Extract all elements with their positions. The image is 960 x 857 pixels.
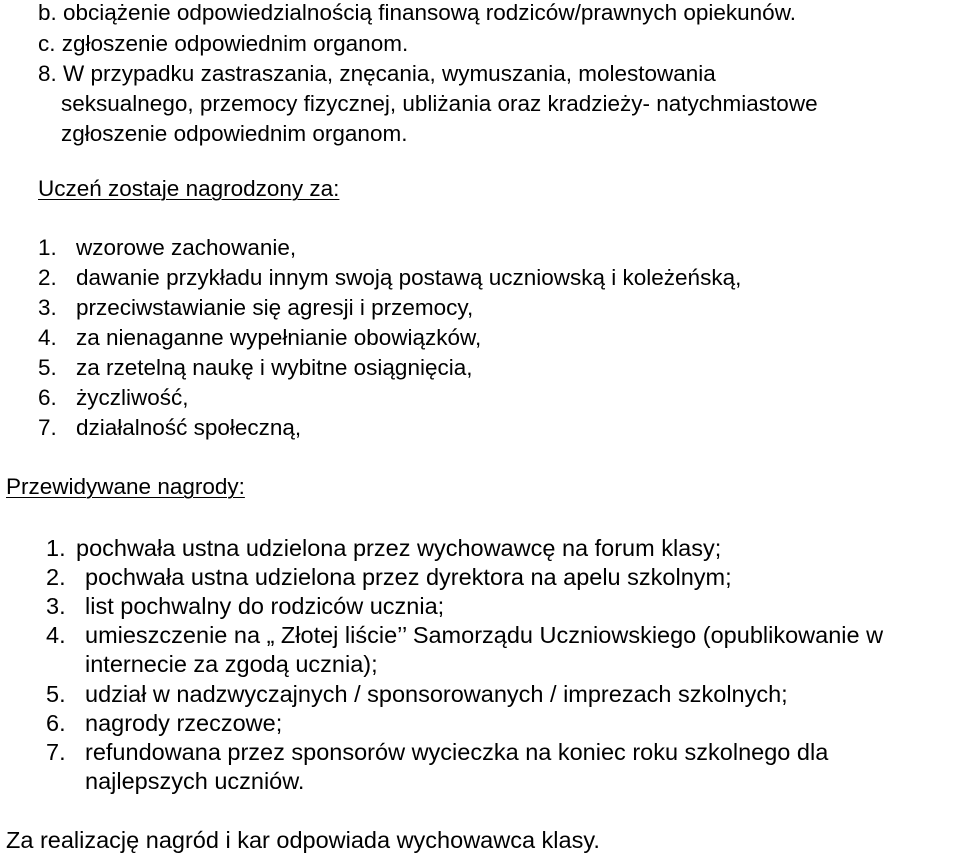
list-item-number: 7. (46, 739, 66, 765)
list-item (46, 595, 444, 619)
list-item-number: 7. (38, 415, 57, 440)
list-item-text: działalność społeczną, (76, 415, 302, 440)
list-item-text: za rzetelną naukę i wybitne osiągnięcia, (76, 355, 473, 380)
top-line-4: seksualnego, przemocy fizycznej, ubliżania oraz kradzieży- natychmiastowe (61, 91, 818, 116)
rewards-heading: Uczeń zostaje nagrodzony za: (38, 176, 340, 201)
list-item-number: 5. (38, 355, 57, 380)
footer-note: Za realizację nagród i kar odpowiada wychowawca klasy. (6, 827, 600, 853)
list-item-text: życzliwość, (76, 385, 189, 410)
list-item-text: za nienaganne wypełnianie obowiązków, (76, 325, 482, 350)
list-item-continuation: najlepszych uczniów. (85, 768, 305, 794)
prizes-heading: Przewidywane nagrody: (6, 474, 245, 499)
top-line-3: 8. W przypadku zastraszania, znęcania, wymuszania, molestowania (38, 61, 716, 86)
list-item-number: 4. (46, 622, 66, 648)
top-line-2: c. zgłoszenie odpowiednim organom. (38, 31, 409, 56)
list-item (38, 327, 481, 350)
list-item (46, 624, 883, 648)
list-item (38, 267, 741, 290)
list-item-text: refundowana przez sponsorów wycieczka na koniec roku szkolnego dla (85, 739, 829, 765)
list-item-text: pochwała ustna udzielona przez wychowawcę na forum klasy; (76, 535, 722, 561)
list-item-number: 1. (38, 235, 57, 260)
list-item (46, 741, 828, 765)
list-item-text: przeciwstawianie się agresji i przemocy, (76, 295, 474, 320)
list-item-number: 5. (46, 681, 66, 707)
list-item (46, 537, 721, 561)
list-item (38, 387, 189, 410)
list-item-number: 4. (38, 325, 57, 350)
list-item-text: umieszczenie na „ Złotej liście’’ Samorządu Uczniowskiego (opublikowanie w (85, 622, 884, 648)
list-item-number: 3. (38, 295, 57, 320)
list-item-text: dawanie przykładu innym swoją postawą uczniowską i koleżeńską, (76, 265, 742, 290)
list-item-number: 1. (46, 535, 66, 561)
list-item-number: 2. (46, 564, 66, 590)
list-item (38, 357, 473, 380)
list-item-text: pochwała ustna udzielona przez dyrektora na apelu szkolnym; (85, 564, 732, 590)
list-item (46, 683, 788, 707)
top-line-5: zgłoszenie odpowiednim organom. (61, 121, 408, 146)
list-item-text: nagrody rzeczowe; (85, 710, 283, 736)
list-item-number: 2. (38, 265, 57, 290)
list-item-text: udział w nadzwyczajnych / sponsorowanych / imprezach szkolnych; (85, 681, 788, 707)
top-line-1: b. obciążenie odpowiedzialnością finansową rodziców/prawnych opiekunów. (38, 0, 796, 25)
list-item-continuation: internecie za zgodą ucznia); (85, 651, 378, 677)
list-item-number: 6. (38, 385, 57, 410)
list-item-text: list pochwalny do rodziców ucznia; (85, 593, 445, 619)
list-item-number: 3. (46, 593, 66, 619)
list-item-text: wzorowe zachowanie, (76, 235, 297, 260)
list-item (38, 237, 296, 260)
list-item (38, 417, 301, 440)
list-item (46, 566, 732, 590)
list-item (46, 712, 282, 736)
list-item-number: 6. (46, 710, 66, 736)
list-item (38, 297, 473, 320)
